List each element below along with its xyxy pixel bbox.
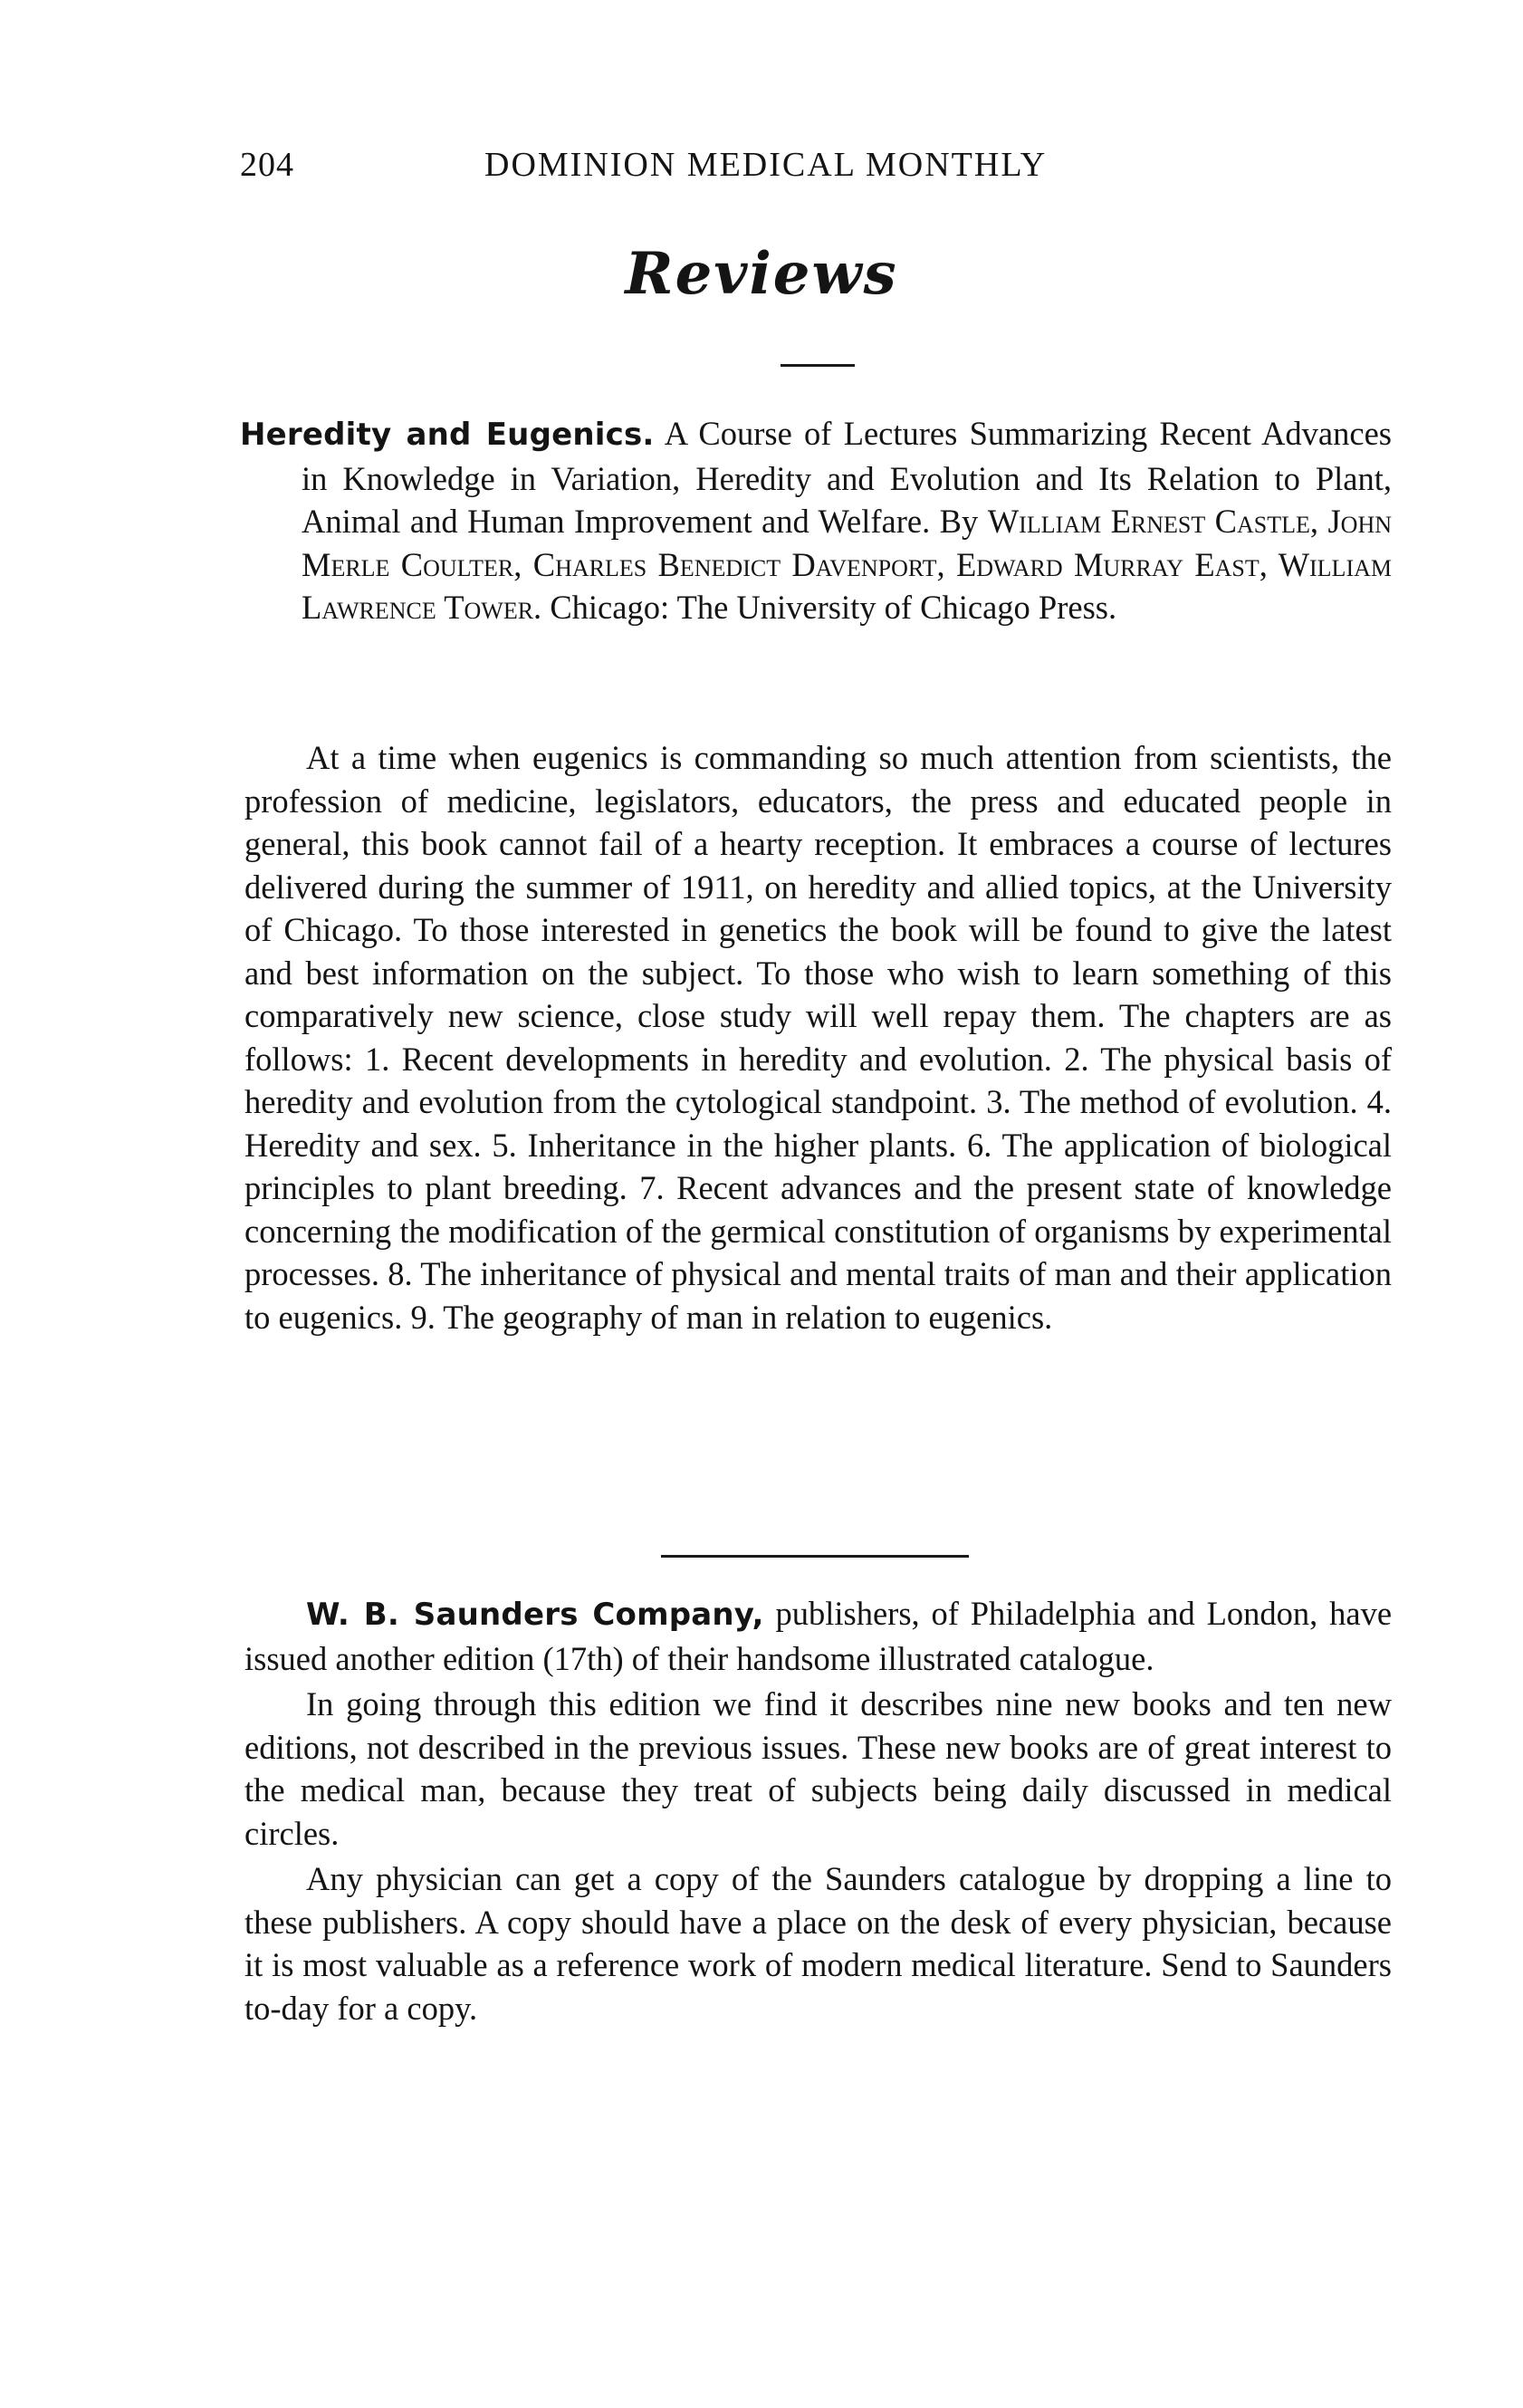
- running-head: DOMINION MEDICAL MONTHLY: [484, 146, 1048, 184]
- notice-paragraph-1: [244, 1592, 1392, 1680]
- notice-paragraph-2: In going through this edition we find it describes nine new books and ten new editions, not described in the previous issues. These new books are of great interest to the medical man, because they treat of subjects being daily discussed in medical circles.: [244, 1685, 1392, 1852]
- review-publisher: Chicago: The University of Chicago Press.: [550, 589, 1117, 626]
- section-divider: [661, 1555, 969, 1558]
- review-subtitle: A Course of Lectures Summarizing Recent Advances in Knowledge in Variation, Heredity and Evolution and Its Relation to Plant, Animal and Human Improvement and Welfare. By: [302, 415, 1392, 540]
- review-paragraph: At a time when eugenics is commanding so much attention from scientists, the profession of medicine, legislators, educators, the press and educated people in general, this book cannot fail of a hearty reception. It embraces a course of lectures delivered during the summer of 1911, on heredity and allied topics, at the University of Chicago. To those interested in genetics the book will be found to give the latest and best information on the subject. To those who wish to learn something of this comparatively new science, close study will well repay them. The chapters are as follows: 1. Recent developments in heredity and evolution. 2. The physical basis of heredity and evolution from the cytological standpoint. 3. The method of evolution. 4. Heredity and sex. 5. Inheritance in the higher plants. 6. The application of biological principles to plant breeding. 7. Recent advances and the present state of knowledge concerning the modification of the germical constitution of organisms by experimental processes. 8. The inheritance of physical and mental traits of man and their application to eugenics. 9. The geography of man in relation to eugenics.: [244, 739, 1392, 1336]
- notice-company: W. B. Saunders Company,: [306, 1597, 764, 1633]
- review-book-title: Heredity and Eugenics.: [240, 417, 655, 453]
- notice-para1-text: publishers, of Philadelphia and London, have issued another edition (17th) of their handsome illustrated catalogue.: [244, 1595, 1393, 1677]
- section-title: Reviews: [625, 240, 898, 308]
- review-authors: William Ernest Castle, John Merle Coulter, Charles Benedict Davenport, Edward Murray East, William Lawrence Tower.: [302, 503, 1393, 626]
- review-citation: [240, 412, 1392, 629]
- publisher-notice: [244, 1592, 1392, 2032]
- review-body: [244, 736, 1392, 1338]
- page-number: 204: [240, 146, 294, 184]
- notice-paragraph-3: Any physician can get a copy of the Saunders catalogue by dropping a line to these publishers. A copy should have a place on the desk of every physician, because it is most valuable as a reference work of modern medical literature. Send to Saunders to-day for a copy.: [244, 1860, 1392, 2027]
- title-rule: [781, 364, 855, 367]
- page-header: [240, 145, 1145, 190]
